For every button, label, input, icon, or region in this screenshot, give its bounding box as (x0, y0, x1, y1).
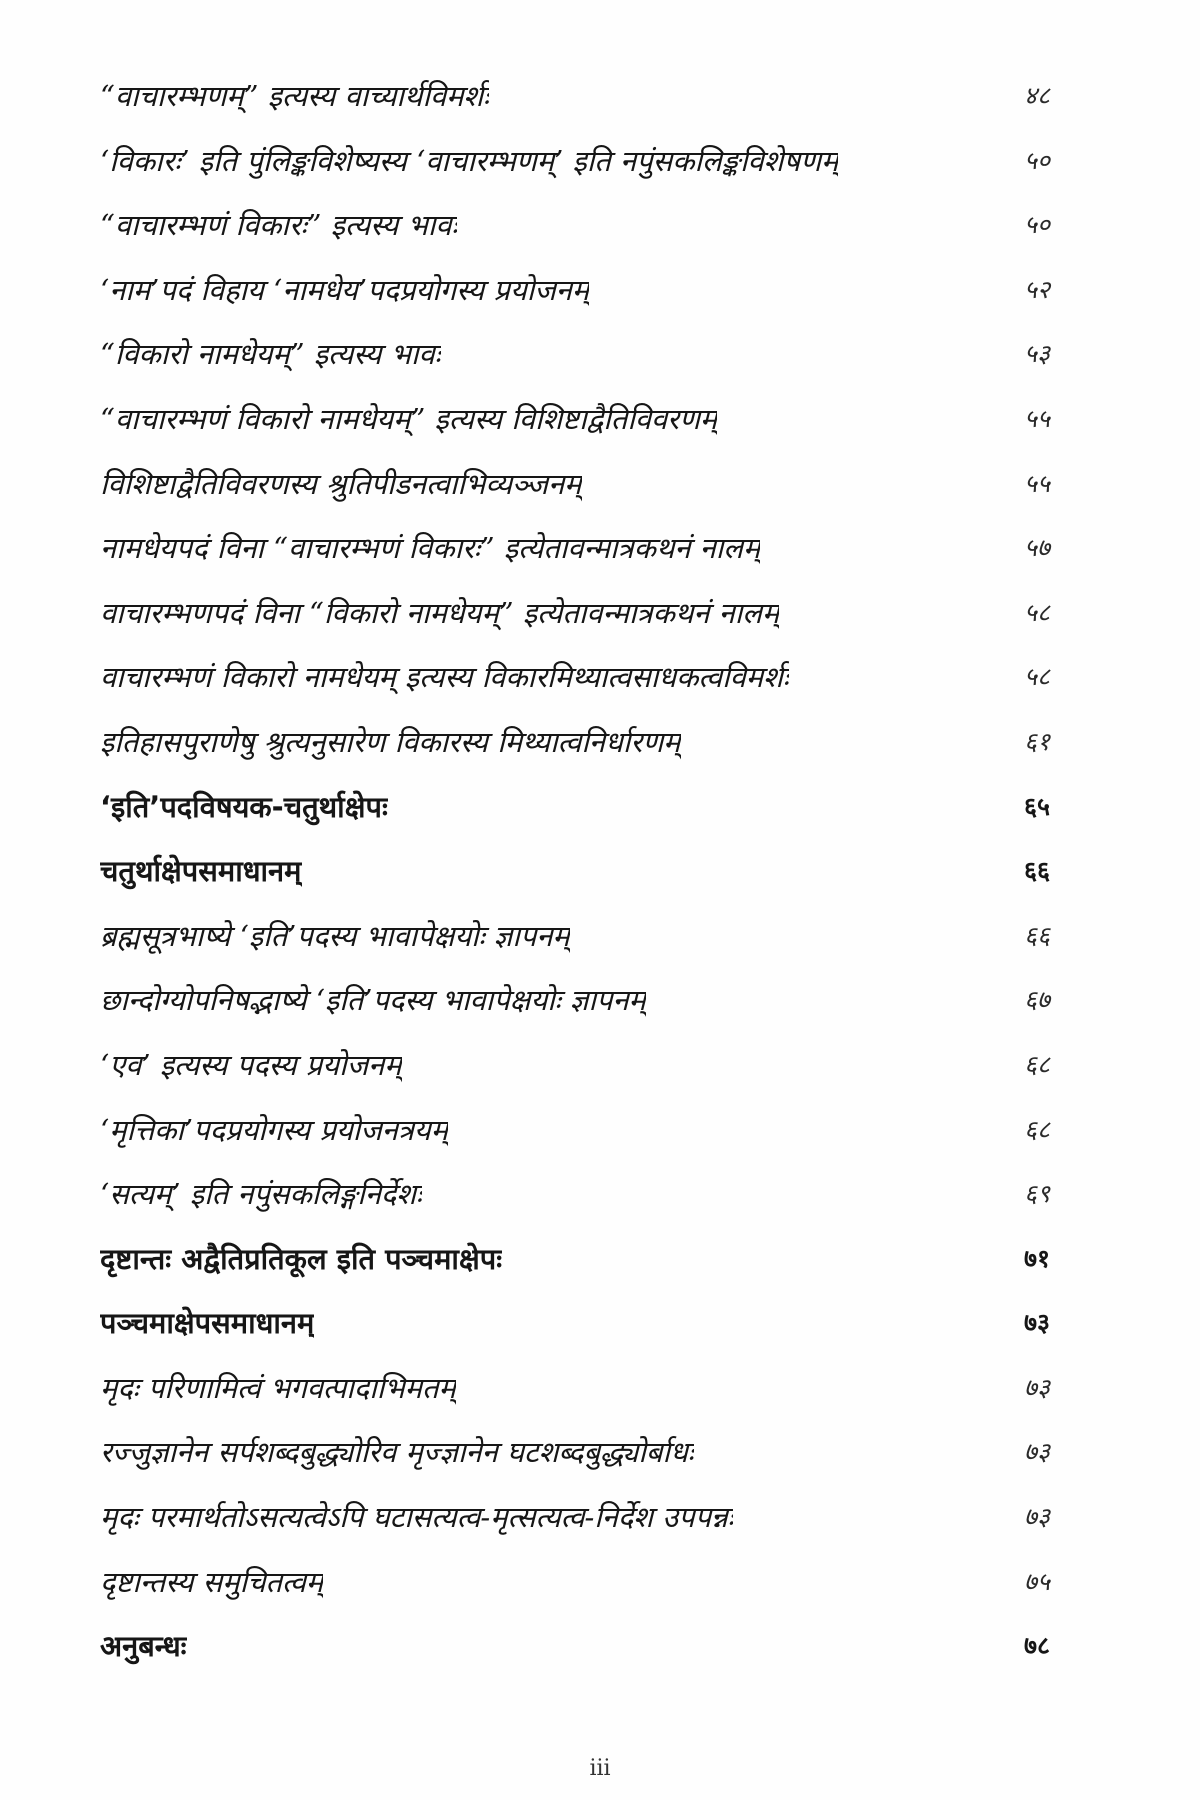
toc-entry-page-number: ७५ (1023, 1566, 1050, 1596)
toc-entry-title: रज्जुज्ञानेन सर्पशब्दबुद्ध्योरिव मृज्ज्ञानेन घटशब्दबुद्ध्योर्बाधः (100, 1435, 694, 1470)
toc-entry-page-number: ७८ (1023, 1631, 1050, 1661)
toc-subsection-entry (100, 1174, 1050, 1239)
toc-entry-title: वाचारम्भणं विकारो नामधेयम् इत्यस्य विकारमिथ्यात्वसाधकत्वविमर्शः (100, 660, 789, 695)
toc-entry-page-number: ५८ (1023, 597, 1050, 627)
toc-section-entry (100, 1239, 1050, 1304)
toc-subsection-entry (100, 1045, 1050, 1110)
page-number: iii (589, 1756, 611, 1781)
toc-entry-title: नामधेयपदं विना “वाचारम्भणं विकारः” इत्येतावन्मात्रकथनं नालम् (100, 531, 761, 566)
toc-entry-title: ‘एव’ इत्यस्य पदस्य प्रयोजनम् (100, 1047, 402, 1082)
toc-entry-page-number: ५० (1023, 145, 1050, 175)
toc-entry-page-number: ५५ (1023, 403, 1050, 433)
toc-entry-title: ‘विकारः’ इति पुंलिङ्कविशेष्यस्य ‘वाचारम्भणम्’ इति नपुंसकलिङ्कविशेषणम् (100, 143, 839, 178)
toc-entry-page-number: ६१ (1023, 726, 1050, 756)
toc-entry-page-number: ५० (1023, 210, 1050, 240)
toc-subsection-entry (100, 141, 1050, 206)
toc-entry-title: मृदः परमार्थतोऽसत्यत्वेऽपि घटासत्यत्व-मृत्सत्यत्व-निर्देश उपपन्नः (100, 1500, 734, 1535)
toc-entry-title: वाचारम्भणपदं विना “विकारो नामधेयम्” इत्येतावन्मात्रकथनं नालम् (100, 595, 780, 630)
toc-entry-title: चतुर्थाक्षेपसमाधानम् (100, 854, 302, 889)
toc-entry-page-number: ७३ (1023, 1502, 1050, 1532)
toc-entry-page-number: ४८ (1023, 81, 1050, 110)
toc-entry-title: इतिहासपुराणेषु श्रुत्यनुसारेण विकारस्य मिथ्यात्वनिर्धारणम् (100, 724, 681, 759)
toc-entry-page-number: ७१ (1023, 1243, 1050, 1273)
toc-entry-title: मृदः परिणामित्वं भगवत्पादाभिमतम् (100, 1370, 456, 1405)
toc-entry-page-number: ५२ (1023, 274, 1050, 304)
toc-subsection-entry (100, 270, 1050, 335)
toc-entry-title: “विकारो नामधेयम्” इत्यस्य भावः (100, 337, 441, 372)
toc-entry-page-number: ६८ (1023, 1114, 1050, 1144)
table-of-contents (100, 76, 1050, 1691)
toc-entry-title: “वाचारम्भणं विकारः” इत्यस्य भावः (100, 208, 458, 243)
toc-subsection-entry (100, 528, 1050, 593)
toc-entry-page-number: ७३ (1023, 1372, 1050, 1402)
toc-subsection-entry (100, 1368, 1050, 1433)
toc-section-entry (100, 1626, 1050, 1691)
toc-entry-page-number: ५३ (1023, 339, 1050, 369)
toc-entry-title: ब्रह्मसूत्रभाष्ये ‘इति’पदस्य भावापेक्षयोः ज्ञापनम् (100, 918, 570, 953)
toc-subsection-entry (100, 593, 1050, 658)
toc-subsection-entry (100, 334, 1050, 399)
toc-entry-page-number: ६६ (1023, 856, 1050, 886)
toc-entry-title: “वाचारम्भणम्” इत्यस्य वाच्यार्थविमर्शः (100, 79, 490, 113)
toc-entry-page-number: ५८ (1023, 662, 1050, 692)
toc-entry-title: दृष्टान्तस्य समुचितत्वम् (100, 1564, 324, 1599)
toc-entry-page-number: ६८ (1023, 1049, 1050, 1079)
toc-subsection-entry (100, 1497, 1050, 1562)
toc-subsection-entry (100, 76, 1050, 141)
toc-subsection-entry (100, 916, 1050, 981)
toc-section-entry (100, 851, 1050, 916)
toc-section-entry (100, 787, 1050, 852)
toc-subsection-entry (100, 464, 1050, 529)
toc-entry-title: विशिष्टाद्वैतिविवरणस्य श्रुतिपीडनत्वाभिव्यञ्जनम् (100, 466, 582, 501)
toc-entry-title: “वाचारम्भणं विकारो नामधेयम्” इत्यस्य विशिष्टाद्वैतिविवरणम् (100, 401, 718, 436)
toc-entry-page-number: ६६ (1023, 920, 1050, 950)
toc-entry-page-number: ६७ (1023, 985, 1050, 1015)
toc-entry-page-number: ५७ (1023, 533, 1050, 563)
toc-entry-title: ‘नाम’पदं विहाय ‘नामधेय’पदप्रयोगस्य प्रयोजनम् (100, 272, 590, 307)
toc-entry-page-number: ७३ (1023, 1308, 1050, 1338)
toc-entry-title: ‘सत्यम्’ इति नपुंसकलिङ्गनिर्देशः (100, 1177, 422, 1212)
toc-subsection-entry (100, 980, 1050, 1045)
toc-subsection-entry (100, 399, 1050, 464)
toc-entry-page-number: ६५ (1023, 791, 1050, 821)
toc-entry-title: ‘इति’पदविषयक-चतुर्थाक्षेपः (100, 789, 388, 824)
toc-entry-title: छान्दोग्योपनिषद्भाष्ये ‘इति’पदस्य भावापेक्षयोः ज्ञापनम् (100, 983, 646, 1018)
toc-entry-title: ‘मृत्तिका’पदप्रयोगस्य प्रयोजनत्रयम् (100, 1112, 449, 1147)
toc-subsection-entry (100, 722, 1050, 787)
toc-entry-page-number: ७३ (1023, 1437, 1050, 1467)
toc-subsection-entry (100, 1432, 1050, 1497)
toc-entry-title: पञ्चमाक्षेपसमाधानम् (100, 1306, 315, 1341)
toc-subsection-entry (100, 1562, 1050, 1627)
toc-entry-title: दृष्टान्तः अद्वैतिप्रतिकूल इति पञ्चमाक्षेपः (100, 1241, 503, 1276)
toc-subsection-entry (100, 1110, 1050, 1175)
toc-subsection-entry (100, 205, 1050, 270)
toc-entry-page-number: ६९ (1023, 1179, 1050, 1209)
toc-section-entry (100, 1303, 1050, 1368)
toc-subsection-entry (100, 657, 1050, 722)
toc-entry-page-number: ५५ (1023, 468, 1050, 498)
toc-entry-title: अनुबन्धः (100, 1629, 187, 1664)
